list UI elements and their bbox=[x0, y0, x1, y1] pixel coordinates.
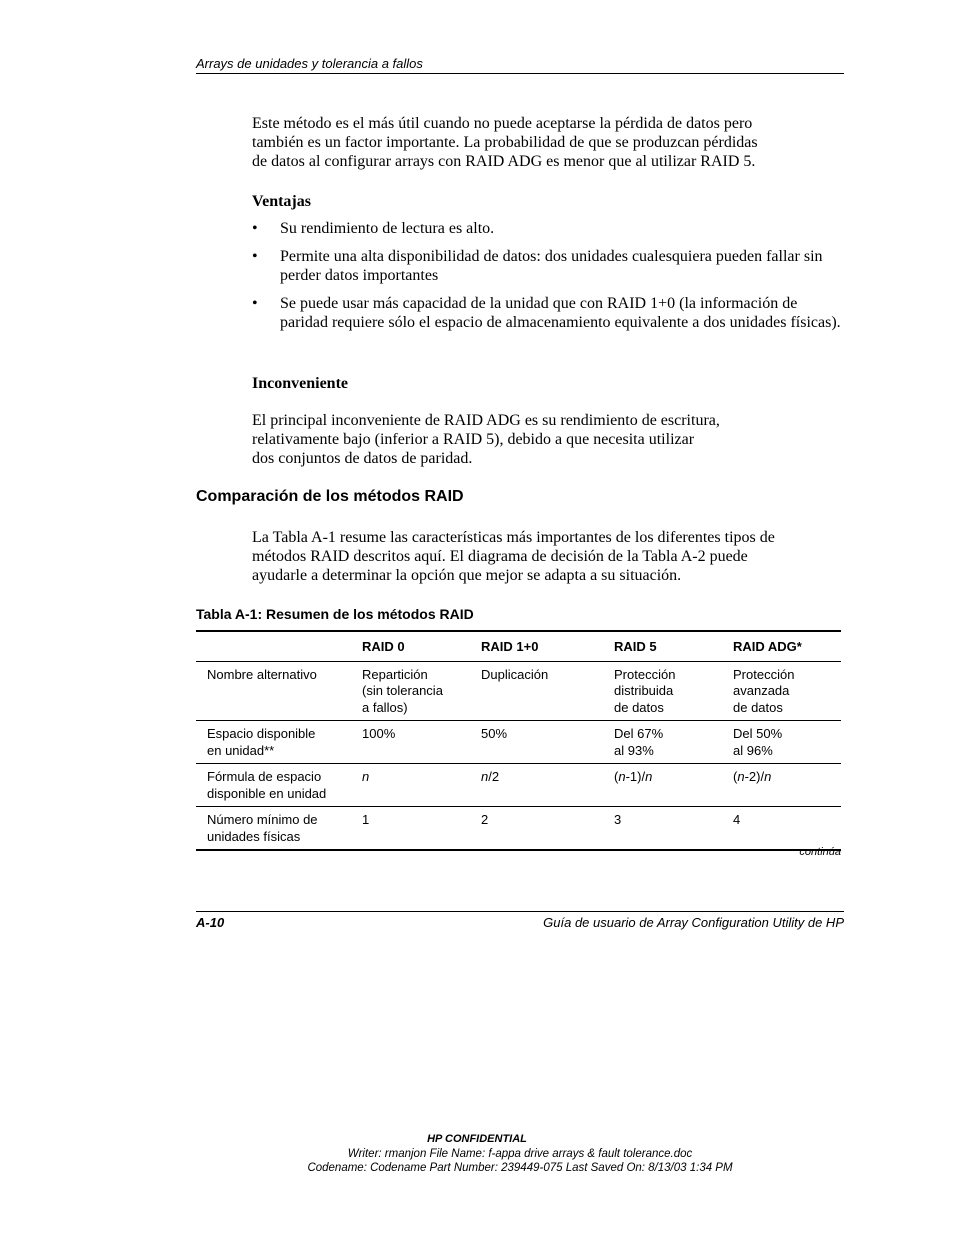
cell-line: 1 bbox=[362, 812, 370, 827]
cell-line: al 96% bbox=[733, 742, 773, 758]
table-cell bbox=[481, 721, 614, 764]
bullet-icon: • bbox=[252, 295, 258, 312]
column-header bbox=[196, 631, 362, 661]
inconveniente-line: relativamente bajo (inferior a RAID 5), debido a que necesita utilizar bbox=[252, 431, 695, 448]
table-cell bbox=[614, 661, 733, 721]
bullet-icon: • bbox=[252, 220, 258, 237]
list-item bbox=[252, 294, 844, 332]
row-label-line: Nombre alternativo bbox=[207, 666, 317, 682]
table-body bbox=[196, 661, 841, 850]
intro-line: Este método es el más útil cuando no puede aceptarse la pérdida de datos pero bbox=[252, 115, 753, 132]
table-cell bbox=[481, 764, 614, 807]
comparacion-paragraph bbox=[252, 528, 844, 585]
ventajas-heading: Ventajas bbox=[252, 193, 311, 210]
cell-line: de datos bbox=[733, 699, 783, 715]
cell-line: distribuida bbox=[614, 683, 674, 698]
comparacion-line: métodos RAID descritos aquí. El diagrama de decisión de la Tabla A-2 puede bbox=[252, 548, 748, 565]
table-row bbox=[196, 807, 841, 851]
intro-paragraph bbox=[252, 114, 844, 171]
table-cell bbox=[733, 721, 841, 764]
row-label-line: Espacio disponible bbox=[207, 726, 316, 741]
table-cell bbox=[733, 661, 841, 721]
table-row bbox=[196, 721, 841, 764]
cell-line: 4 bbox=[733, 812, 741, 827]
column-header: RAID 0 bbox=[362, 639, 405, 654]
cell-line: Del 50% bbox=[733, 726, 783, 741]
writer-line: Writer: rmanjon File Name: f-appa drive arrays & fault tolerance.doc bbox=[347, 1148, 693, 1160]
cell-line: (n-2)/n bbox=[733, 769, 772, 784]
table-cell bbox=[733, 807, 841, 851]
cell-line: 100% bbox=[362, 726, 396, 741]
inconveniente-line: dos conjuntos de datos de paridad. bbox=[252, 450, 473, 467]
list-item-text: Su rendimiento de lectura es alto. bbox=[280, 220, 495, 237]
cell-line: n/2 bbox=[481, 769, 500, 784]
section-heading: Comparación de los métodos RAID bbox=[196, 488, 464, 505]
cell-line: al 93% bbox=[614, 742, 654, 758]
confidential-label: HP CONFIDENTIAL bbox=[427, 1133, 527, 1145]
bullet-icon: • bbox=[252, 248, 258, 265]
column-header: RAID ADG* bbox=[733, 639, 802, 654]
table-row bbox=[196, 764, 841, 807]
table-header-row bbox=[196, 631, 841, 661]
list-item-text: Se puede usar más capacidad de la unidad que con RAID 1+0 (la información de paridad requiere sólo el espacio de almacenamiento equivalente a dos unidades físicas). bbox=[280, 295, 841, 331]
comparacion-line: ayudarle a determinar la opción que mejor se adapta a su situación. bbox=[252, 567, 682, 584]
list-item-text: Permite una alta disponibilidad de datos: dos unidades cualesquiera pueden fallar sin perder datos importantes bbox=[280, 248, 823, 284]
column-header: RAID 1+0 bbox=[481, 639, 539, 654]
table-cell bbox=[481, 807, 614, 851]
intro-line: de datos al configurar arrays con RAID ADG es menor que al utilizar RAID 5. bbox=[252, 153, 756, 170]
table-cell bbox=[733, 764, 841, 807]
row-label-line: Número mínimo de bbox=[207, 812, 318, 827]
cell-line: de datos bbox=[614, 699, 664, 715]
cell-line: Repartición bbox=[362, 666, 428, 682]
running-header: Arrays de unidades y tolerancia a fallos bbox=[196, 56, 423, 71]
cell-line: (sin tolerancia bbox=[362, 683, 443, 698]
row-label-line: disponible en unidad bbox=[207, 785, 327, 801]
cell-line: 50% bbox=[481, 726, 508, 741]
row-label-line: Fórmula de espacio bbox=[207, 769, 322, 784]
table-cell bbox=[481, 661, 614, 721]
footer-rule bbox=[196, 911, 844, 912]
cell-line: Duplicación bbox=[481, 666, 549, 682]
table-caption: Tabla A-1: Resumen de los métodos RAID bbox=[196, 606, 474, 622]
cell-line: Protección bbox=[733, 666, 795, 682]
table-cell bbox=[362, 764, 481, 807]
cell-line: Protección bbox=[614, 666, 676, 682]
inconveniente-line: El principal inconveniente de RAID ADG es su rendimiento de escritura, bbox=[252, 412, 720, 429]
list-item bbox=[252, 219, 844, 238]
inconveniente-paragraph bbox=[252, 411, 844, 468]
row-label-cell bbox=[196, 807, 362, 851]
cell-line: a fallos) bbox=[362, 699, 408, 715]
inconveniente-heading: Inconveniente bbox=[252, 375, 348, 392]
continued-note: continúa bbox=[799, 846, 841, 858]
table-cell bbox=[614, 764, 733, 807]
table-cell bbox=[362, 721, 481, 764]
row-label-cell bbox=[196, 661, 362, 721]
footer-title: Guía de usuario de Array Configuration Utility de HP bbox=[543, 915, 844, 930]
row-label-line: en unidad** bbox=[207, 742, 275, 758]
intro-line: también es un factor importante. La probabilidad de que se produzcan pérdidas bbox=[252, 134, 758, 151]
table-row bbox=[196, 661, 841, 721]
column-header: RAID 5 bbox=[614, 639, 657, 654]
ventajas-list bbox=[252, 219, 844, 341]
row-label-cell bbox=[196, 764, 362, 807]
cell-line: avanzada bbox=[733, 683, 790, 698]
header-rule bbox=[196, 73, 844, 74]
row-label-line: unidades físicas bbox=[207, 828, 301, 844]
list-item bbox=[252, 247, 844, 285]
codename-line: Codename: Codename Part Number: 239449-075 Last Saved On: 8/13/03 1:34 PM bbox=[307, 1162, 733, 1174]
comparacion-line: La Tabla A-1 resume las características más importantes de los diferentes tipos de bbox=[252, 529, 775, 546]
cell-line: 2 bbox=[481, 812, 489, 827]
row-label-cell bbox=[196, 721, 362, 764]
table-cell bbox=[614, 807, 733, 851]
cell-line: n bbox=[362, 769, 370, 784]
raid-summary-table bbox=[196, 630, 841, 851]
table-cell bbox=[362, 807, 481, 851]
cell-line: (n-1)/n bbox=[614, 769, 653, 784]
page-number: A-10 bbox=[196, 915, 225, 930]
cell-line: Del 67% bbox=[614, 726, 664, 741]
table-cell bbox=[362, 661, 481, 721]
table-cell bbox=[614, 721, 733, 764]
cell-line: 3 bbox=[614, 812, 622, 827]
